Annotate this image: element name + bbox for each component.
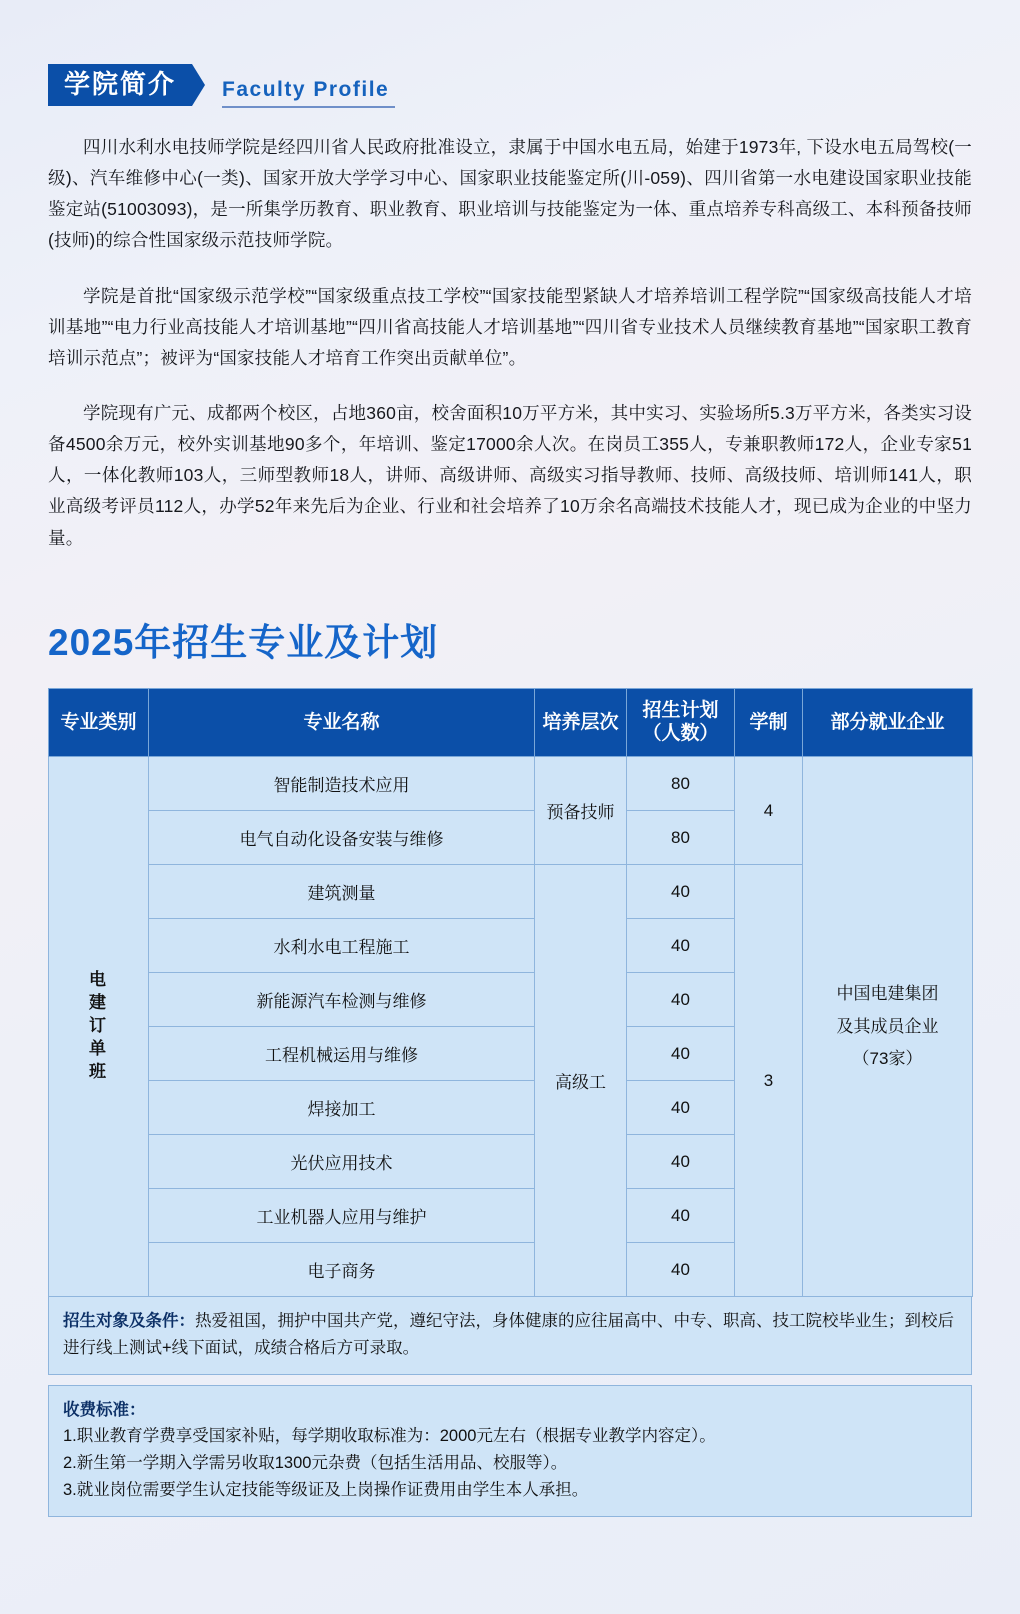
employer-line-1: 中国电建集团 [836,984,939,1004]
cell-level-prep: 预备技师 [535,757,627,865]
header-level: 培养层次 [535,688,627,757]
header-major: 专业名称 [149,688,535,757]
header-employer: 部分就业企业 [803,688,973,757]
fee-standard-note [48,1385,972,1517]
cell-quota: 40 [627,1081,735,1135]
header-quota-line2: （人数） [642,723,719,745]
faculty-profile-text [48,132,972,554]
cell-quota: 40 [627,919,735,973]
fee-note-line-1: 1.职业教育学费享受国家补贴，每学期收取标准为：2000元左右（根据专业教学内容定）。 [63,1427,716,1446]
page-title: 2025年招生专业及计划 [48,621,439,663]
cell-quota: 40 [627,1027,735,1081]
cell-quota: 40 [627,1135,735,1189]
cell-category [49,757,149,1297]
section-title-zh: 学院简介 [48,64,192,106]
cell-years-senior: 3 [735,865,803,1297]
cell-years-prep: 4 [735,757,803,865]
cell-quota: 40 [627,1243,735,1297]
cell-level-senior: 高级工 [535,865,627,1297]
cell-quota: 40 [627,865,735,919]
cell-major: 电子商务 [149,1243,535,1297]
admission-requirements-note [48,1297,972,1374]
cell-major: 光伏应用技术 [149,1135,535,1189]
admission-note-label: 招生对象及条件： [63,1312,195,1331]
cell-quota: 40 [627,1189,735,1243]
fee-note-label: 收费标准： [63,1400,146,1419]
table-row [49,757,973,811]
fee-note-line-2: 2.新生第一学期入学需另收取1300元杂费（包括生活用品、校服等）。 [63,1454,568,1473]
category-char-4: 单 [89,1039,108,1059]
section-header [48,0,972,106]
cell-major: 智能制造技术应用 [149,757,535,811]
category-char-1: 电 [89,970,108,990]
fee-note-line-3: 3.就业岗位需要学生认定技能等级证及上岗操作证费用由学生本人承担。 [63,1480,589,1499]
category-char-3: 订 [89,1016,108,1036]
intro-paragraph-1: 四川水利水电技师学院是经四川省人民政府批准设立，隶属于中国水电五局，始建于1973年, 下设水电五局驾校(一级)、汽车维修中心(一类)、国家开放大学学习中心、国家职业技能鉴定所(川-059)、四川省第一水电建设国家职业技能鉴定站(51003093)，是一所集学历教育、职业教育、职业培训与技能鉴定为一体、重点培养专科高级工、本科预备技师(技师)的综合性国家级示范技师学院。 [48,137,972,251]
category-char-2: 建 [89,993,108,1013]
intro-paragraph-3: 学院现有广元、成都两个校区，占地360亩，校舍面积10万平方米，其中实习、实验场所5.3万平方米，各类实习设备4500余万元，校外实训基地90多个，年培训、鉴定17000余人次。在岗员工355人，专兼职教师172人，企业专家51人，一体化教师103人，三师型教师18人，讲师、高级讲师、高级实习指导教师、技师、高级技师、培训师141人，职业高级考评员112人，办学52年来先后为企业、行业和社会培养了10万余名高端技术技能人才，现已成为企业的中坚力量。 [48,402,972,548]
cell-major: 焊接加工 [149,1081,535,1135]
cell-major: 工业机器人应用与维护 [149,1189,535,1243]
category-char-5: 班 [89,1062,108,1082]
enrollment-plan-table [48,688,973,1298]
cell-quota: 40 [627,973,735,1027]
cell-quota: 80 [627,757,735,811]
header-category: 专业类别 [49,688,149,757]
table-header-row [49,688,973,757]
employer-line-2: 及其成员企业 [836,1016,939,1036]
header-quota-line1: 招生计划 [642,699,719,721]
intro-paragraph-2: 学院是首批“国家级示范学校”“国家级重点技工学校”“国家技能型紧缺人才培养培训工程学院”“国家级高技能人才培训基地”“电力行业高技能人才培训基地”“四川省高技能人才培训基地”“四川省专业技术人员继续教育基地”“国家职工教育培训示范点”；被评为“国家技能人才培育工作突出贡献单位”。 [48,285,972,368]
admission-note-text: 热爱祖国，拥护中国共产党，遵纪守法，身体健康的应往届高中、中专、职高、技工院校毕业生；到校后进行线上测试+线下面试，成绩合格后方可录取。 [63,1312,954,1357]
employer-line-3: （73家） [852,1048,923,1068]
cell-major: 工程机械运用与维修 [149,1027,535,1081]
cell-major: 电气自动化设备安装与维修 [149,811,535,865]
cell-quota: 80 [627,811,735,865]
header-quota [627,688,735,757]
section-title-en: Faculty Profile [222,78,389,106]
cell-employer [803,757,973,1297]
cell-major: 水利水电工程施工 [149,919,535,973]
cell-major: 新能源汽车检测与维修 [149,973,535,1027]
cell-major: 建筑测量 [149,865,535,919]
header-years: 学制 [735,688,803,757]
